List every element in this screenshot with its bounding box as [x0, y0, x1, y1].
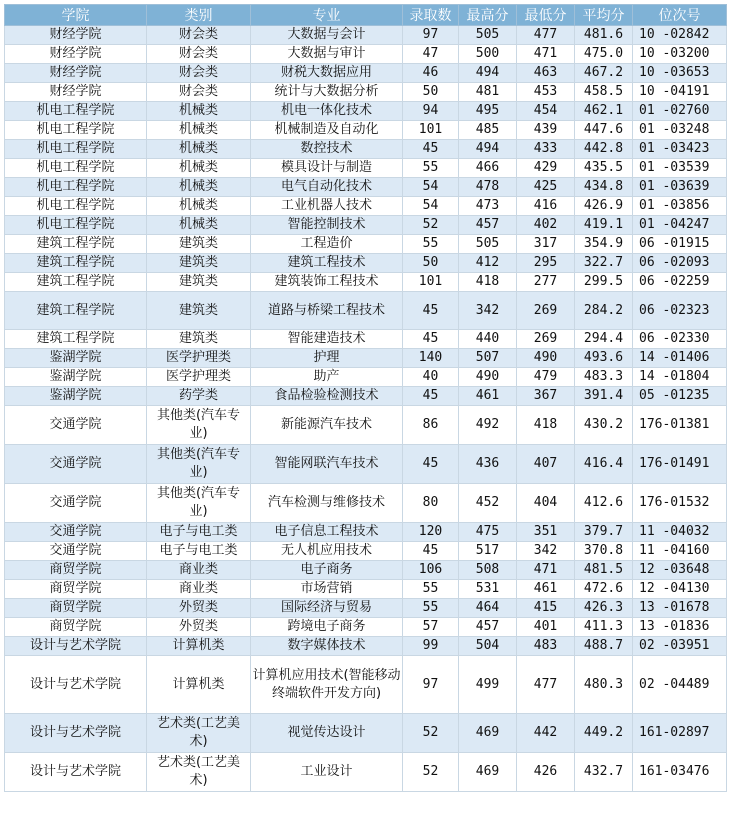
- cell-major: 机电一体化技术: [251, 102, 403, 121]
- cell-category: 财会类: [147, 83, 251, 102]
- cell-college: 机电工程学院: [5, 216, 147, 235]
- cell-enrolled: 106: [403, 561, 459, 580]
- table-row: [5, 656, 727, 714]
- cell-avg-score: 442.8: [575, 140, 633, 159]
- table-header-row: [5, 5, 727, 26]
- cell-college: 建筑工程学院: [5, 254, 147, 273]
- cell-enrolled: 97: [403, 26, 459, 45]
- cell-avg-score: 467.2: [575, 64, 633, 83]
- cell-enrolled: 46: [403, 64, 459, 83]
- cell-major: 电气自动化技术: [251, 178, 403, 197]
- table-row: [5, 64, 727, 83]
- cell-major: 数控技术: [251, 140, 403, 159]
- cell-rank: 14 -01406: [633, 349, 727, 368]
- cell-category: 其他类(汽车专业): [147, 484, 251, 523]
- cell-major: 护理: [251, 349, 403, 368]
- cell-category: 建筑类: [147, 254, 251, 273]
- cell-min-score: 490: [517, 349, 575, 368]
- cell-category: 建筑类: [147, 235, 251, 254]
- cell-major: 市场营销: [251, 580, 403, 599]
- cell-avg-score: 322.7: [575, 254, 633, 273]
- cell-major: 建筑工程技术: [251, 254, 403, 273]
- col-header-min-score: 最低分: [517, 5, 575, 26]
- cell-major: 汽车检测与维修技术: [251, 484, 403, 523]
- cell-college: 机电工程学院: [5, 102, 147, 121]
- cell-college: 设计与艺术学院: [5, 753, 147, 792]
- cell-min-score: 439: [517, 121, 575, 140]
- cell-enrolled: 45: [403, 292, 459, 330]
- cell-category: 商业类: [147, 580, 251, 599]
- cell-rank: 10 -02842: [633, 26, 727, 45]
- cell-major: 智能控制技术: [251, 216, 403, 235]
- cell-major: 道路与桥梁工程技术: [251, 292, 403, 330]
- cell-major: 助产: [251, 368, 403, 387]
- cell-min-score: 477: [517, 26, 575, 45]
- cell-category: 机械类: [147, 140, 251, 159]
- cell-max-score: 500: [459, 45, 517, 64]
- cell-max-score: 495: [459, 102, 517, 121]
- cell-enrolled: 55: [403, 599, 459, 618]
- table-row: [5, 26, 727, 45]
- col-header-avg-score: 平均分: [575, 5, 633, 26]
- cell-max-score: 492: [459, 406, 517, 445]
- cell-enrolled: 54: [403, 197, 459, 216]
- cell-enrolled: 101: [403, 273, 459, 292]
- cell-category: 艺术类(工艺美术): [147, 714, 251, 753]
- table-row: [5, 387, 727, 406]
- cell-rank: 13 -01836: [633, 618, 727, 637]
- cell-college: 机电工程学院: [5, 159, 147, 178]
- cell-avg-score: 481.6: [575, 26, 633, 45]
- cell-avg-score: 493.6: [575, 349, 633, 368]
- table-row: [5, 523, 727, 542]
- cell-max-score: 469: [459, 714, 517, 753]
- table-row: [5, 102, 727, 121]
- cell-major: 工业机器人技术: [251, 197, 403, 216]
- cell-avg-score: 411.3: [575, 618, 633, 637]
- cell-college: 鉴湖学院: [5, 368, 147, 387]
- cell-max-score: 494: [459, 64, 517, 83]
- cell-rank: 11 -04160: [633, 542, 727, 561]
- cell-rank: 06 -01915: [633, 235, 727, 254]
- cell-category: 财会类: [147, 64, 251, 83]
- cell-college: 财经学院: [5, 83, 147, 102]
- cell-min-score: 277: [517, 273, 575, 292]
- cell-college: 商贸学院: [5, 561, 147, 580]
- cell-min-score: 429: [517, 159, 575, 178]
- cell-max-score: 494: [459, 140, 517, 159]
- cell-college: 设计与艺术学院: [5, 637, 147, 656]
- cell-category: 外贸类: [147, 599, 251, 618]
- cell-min-score: 471: [517, 561, 575, 580]
- cell-max-score: 485: [459, 121, 517, 140]
- cell-college: 商贸学院: [5, 599, 147, 618]
- cell-max-score: 469: [459, 753, 517, 792]
- cell-major: 国际经济与贸易: [251, 599, 403, 618]
- cell-max-score: 507: [459, 349, 517, 368]
- cell-rank: 161-03476: [633, 753, 727, 792]
- cell-category: 电子与电工类: [147, 542, 251, 561]
- cell-enrolled: 52: [403, 216, 459, 235]
- cell-college: 鉴湖学院: [5, 387, 147, 406]
- table-row: [5, 45, 727, 64]
- cell-avg-score: 480.3: [575, 656, 633, 714]
- table-row: [5, 159, 727, 178]
- col-header-max-score: 最高分: [459, 5, 517, 26]
- cell-category: 计算机类: [147, 656, 251, 714]
- cell-rank: 02 -03951: [633, 637, 727, 656]
- cell-major: 食品检验检测技术: [251, 387, 403, 406]
- cell-rank: 02 -04489: [633, 656, 727, 714]
- cell-enrolled: 52: [403, 714, 459, 753]
- cell-major: 模具设计与制造: [251, 159, 403, 178]
- cell-major: 机械制造及自动化: [251, 121, 403, 140]
- cell-avg-score: 458.5: [575, 83, 633, 102]
- cell-avg-score: 416.4: [575, 445, 633, 484]
- cell-enrolled: 120: [403, 523, 459, 542]
- cell-avg-score: 488.7: [575, 637, 633, 656]
- cell-category: 药学类: [147, 387, 251, 406]
- cell-avg-score: 419.1: [575, 216, 633, 235]
- cell-rank: 10 -03653: [633, 64, 727, 83]
- cell-rank: 176-01532: [633, 484, 727, 523]
- cell-min-score: 367: [517, 387, 575, 406]
- cell-rank: 01 -03856: [633, 197, 727, 216]
- cell-college: 交通学院: [5, 523, 147, 542]
- cell-rank: 14 -01804: [633, 368, 727, 387]
- cell-college: 设计与艺术学院: [5, 714, 147, 753]
- cell-max-score: 475: [459, 523, 517, 542]
- cell-avg-score: 481.5: [575, 561, 633, 580]
- cell-avg-score: 475.0: [575, 45, 633, 64]
- cell-college: 交通学院: [5, 406, 147, 445]
- cell-min-score: 433: [517, 140, 575, 159]
- cell-max-score: 440: [459, 330, 517, 349]
- cell-major: 无人机应用技术: [251, 542, 403, 561]
- cell-college: 鉴湖学院: [5, 349, 147, 368]
- cell-category: 机械类: [147, 121, 251, 140]
- table-row: [5, 254, 727, 273]
- cell-max-score: 464: [459, 599, 517, 618]
- cell-enrolled: 50: [403, 254, 459, 273]
- cell-min-score: 269: [517, 292, 575, 330]
- cell-min-score: 426: [517, 753, 575, 792]
- cell-max-score: 452: [459, 484, 517, 523]
- cell-enrolled: 101: [403, 121, 459, 140]
- cell-rank: 176-01491: [633, 445, 727, 484]
- cell-max-score: 412: [459, 254, 517, 273]
- cell-rank: 10 -04191: [633, 83, 727, 102]
- table-row: [5, 235, 727, 254]
- table-row: [5, 140, 727, 159]
- cell-rank: 01 -03248: [633, 121, 727, 140]
- cell-major: 智能建造技术: [251, 330, 403, 349]
- col-header-major: 专业: [251, 5, 403, 26]
- cell-college: 交通学院: [5, 542, 147, 561]
- cell-min-score: 425: [517, 178, 575, 197]
- table-row: [5, 349, 727, 368]
- cell-college: 设计与艺术学院: [5, 656, 147, 714]
- cell-min-score: 453: [517, 83, 575, 102]
- col-header-college: 学院: [5, 5, 147, 26]
- cell-avg-score: 299.5: [575, 273, 633, 292]
- table-row: [5, 330, 727, 349]
- cell-rank: 06 -02093: [633, 254, 727, 273]
- cell-category: 机械类: [147, 102, 251, 121]
- cell-avg-score: 483.3: [575, 368, 633, 387]
- cell-enrolled: 97: [403, 656, 459, 714]
- cell-category: 财会类: [147, 45, 251, 64]
- cell-min-score: 471: [517, 45, 575, 64]
- cell-major: 新能源汽车技术: [251, 406, 403, 445]
- cell-max-score: 499: [459, 656, 517, 714]
- cell-college: 建筑工程学院: [5, 235, 147, 254]
- cell-major: 建筑装饰工程技术: [251, 273, 403, 292]
- cell-avg-score: 462.1: [575, 102, 633, 121]
- cell-avg-score: 432.7: [575, 753, 633, 792]
- cell-min-score: 479: [517, 368, 575, 387]
- cell-enrolled: 57: [403, 618, 459, 637]
- cell-college: 交通学院: [5, 445, 147, 484]
- cell-major: 数字媒体技术: [251, 637, 403, 656]
- cell-college: 财经学院: [5, 26, 147, 45]
- cell-max-score: 478: [459, 178, 517, 197]
- cell-avg-score: 434.8: [575, 178, 633, 197]
- cell-category: 机械类: [147, 178, 251, 197]
- cell-rank: 01 -04247: [633, 216, 727, 235]
- table-row: [5, 542, 727, 561]
- cell-enrolled: 80: [403, 484, 459, 523]
- cell-category: 机械类: [147, 216, 251, 235]
- cell-min-score: 461: [517, 580, 575, 599]
- cell-rank: 06 -02330: [633, 330, 727, 349]
- cell-min-score: 416: [517, 197, 575, 216]
- table-row: [5, 197, 727, 216]
- cell-rank: 161-02897: [633, 714, 727, 753]
- cell-category: 商业类: [147, 561, 251, 580]
- table-row: [5, 121, 727, 140]
- cell-max-score: 505: [459, 235, 517, 254]
- cell-rank: 01 -03639: [633, 178, 727, 197]
- cell-college: 商贸学院: [5, 580, 147, 599]
- cell-min-score: 269: [517, 330, 575, 349]
- cell-enrolled: 54: [403, 178, 459, 197]
- cell-rank: 01 -03539: [633, 159, 727, 178]
- cell-college: 财经学院: [5, 45, 147, 64]
- cell-max-score: 505: [459, 26, 517, 45]
- cell-rank: 13 -01678: [633, 599, 727, 618]
- cell-category: 外贸类: [147, 618, 251, 637]
- cell-college: 建筑工程学院: [5, 292, 147, 330]
- cell-avg-score: 472.6: [575, 580, 633, 599]
- cell-college: 机电工程学院: [5, 197, 147, 216]
- cell-min-score: 407: [517, 445, 575, 484]
- cell-avg-score: 412.6: [575, 484, 633, 523]
- cell-min-score: 418: [517, 406, 575, 445]
- cell-rank: 01 -02760: [633, 102, 727, 121]
- cell-category: 电子与电工类: [147, 523, 251, 542]
- cell-rank: 12 -03648: [633, 561, 727, 580]
- table-row: [5, 406, 727, 445]
- cell-major: 计算机应用技术(智能移动终端软件开发方向): [251, 656, 403, 714]
- cell-avg-score: 354.9: [575, 235, 633, 254]
- cell-min-score: 317: [517, 235, 575, 254]
- table-row: [5, 580, 727, 599]
- cell-avg-score: 426.3: [575, 599, 633, 618]
- cell-enrolled: 55: [403, 235, 459, 254]
- cell-rank: 10 -03200: [633, 45, 727, 64]
- table-row: [5, 292, 727, 330]
- cell-college: 交通学院: [5, 484, 147, 523]
- table-row: [5, 714, 727, 753]
- table-row: [5, 561, 727, 580]
- cell-min-score: 442: [517, 714, 575, 753]
- cell-rank: 12 -04130: [633, 580, 727, 599]
- cell-min-score: 401: [517, 618, 575, 637]
- cell-category: 医学护理类: [147, 368, 251, 387]
- admission-score-table: [4, 4, 727, 792]
- cell-major: 工程造价: [251, 235, 403, 254]
- cell-rank: 11 -04032: [633, 523, 727, 542]
- cell-enrolled: 45: [403, 387, 459, 406]
- cell-max-score: 508: [459, 561, 517, 580]
- cell-college: 建筑工程学院: [5, 330, 147, 349]
- cell-enrolled: 52: [403, 753, 459, 792]
- table-row: [5, 753, 727, 792]
- cell-college: 商贸学院: [5, 618, 147, 637]
- cell-college: 建筑工程学院: [5, 273, 147, 292]
- cell-max-score: 418: [459, 273, 517, 292]
- cell-avg-score: 294.4: [575, 330, 633, 349]
- cell-category: 其他类(汽车专业): [147, 406, 251, 445]
- cell-min-score: 342: [517, 542, 575, 561]
- cell-major: 财税大数据应用: [251, 64, 403, 83]
- cell-rank: 05 -01235: [633, 387, 727, 406]
- cell-major: 电子商务: [251, 561, 403, 580]
- cell-min-score: 402: [517, 216, 575, 235]
- cell-max-score: 490: [459, 368, 517, 387]
- cell-max-score: 457: [459, 618, 517, 637]
- cell-college: 机电工程学院: [5, 178, 147, 197]
- table-row: [5, 484, 727, 523]
- cell-max-score: 436: [459, 445, 517, 484]
- cell-category: 机械类: [147, 197, 251, 216]
- cell-min-score: 483: [517, 637, 575, 656]
- table-row: [5, 178, 727, 197]
- cell-avg-score: 284.2: [575, 292, 633, 330]
- cell-category: 机械类: [147, 159, 251, 178]
- cell-major: 大数据与会计: [251, 26, 403, 45]
- cell-major: 视觉传达设计: [251, 714, 403, 753]
- cell-major: 大数据与审计: [251, 45, 403, 64]
- col-header-enrolled: 录取数: [403, 5, 459, 26]
- cell-avg-score: 449.2: [575, 714, 633, 753]
- cell-max-score: 473: [459, 197, 517, 216]
- cell-enrolled: 99: [403, 637, 459, 656]
- cell-major: 统计与大数据分析: [251, 83, 403, 102]
- cell-rank: 06 -02259: [633, 273, 727, 292]
- cell-min-score: 404: [517, 484, 575, 523]
- cell-enrolled: 140: [403, 349, 459, 368]
- table-row: [5, 216, 727, 235]
- cell-category: 建筑类: [147, 273, 251, 292]
- table-row: [5, 618, 727, 637]
- cell-min-score: 295: [517, 254, 575, 273]
- cell-avg-score: 391.4: [575, 387, 633, 406]
- table-row: [5, 368, 727, 387]
- cell-major: 工业设计: [251, 753, 403, 792]
- cell-enrolled: 45: [403, 542, 459, 561]
- cell-enrolled: 40: [403, 368, 459, 387]
- cell-category: 医学护理类: [147, 349, 251, 368]
- col-header-rank: 位次号: [633, 5, 727, 26]
- cell-rank: 176-01381: [633, 406, 727, 445]
- cell-avg-score: 430.2: [575, 406, 633, 445]
- cell-enrolled: 55: [403, 580, 459, 599]
- cell-max-score: 531: [459, 580, 517, 599]
- table-row: [5, 599, 727, 618]
- table-row: [5, 445, 727, 484]
- cell-avg-score: 426.9: [575, 197, 633, 216]
- cell-category: 建筑类: [147, 292, 251, 330]
- cell-enrolled: 45: [403, 140, 459, 159]
- cell-enrolled: 47: [403, 45, 459, 64]
- cell-college: 机电工程学院: [5, 140, 147, 159]
- cell-category: 建筑类: [147, 330, 251, 349]
- cell-avg-score: 447.6: [575, 121, 633, 140]
- cell-enrolled: 45: [403, 445, 459, 484]
- cell-max-score: 461: [459, 387, 517, 406]
- cell-min-score: 415: [517, 599, 575, 618]
- cell-enrolled: 55: [403, 159, 459, 178]
- cell-major: 智能网联汽车技术: [251, 445, 403, 484]
- table-row: [5, 637, 727, 656]
- table-row: [5, 83, 727, 102]
- cell-avg-score: 370.8: [575, 542, 633, 561]
- cell-min-score: 454: [517, 102, 575, 121]
- cell-min-score: 477: [517, 656, 575, 714]
- cell-major: 电子信息工程技术: [251, 523, 403, 542]
- cell-min-score: 463: [517, 64, 575, 83]
- cell-max-score: 342: [459, 292, 517, 330]
- cell-major: 跨境电子商务: [251, 618, 403, 637]
- cell-enrolled: 45: [403, 330, 459, 349]
- col-header-category: 类别: [147, 5, 251, 26]
- cell-rank: 06 -02323: [633, 292, 727, 330]
- cell-enrolled: 86: [403, 406, 459, 445]
- cell-max-score: 466: [459, 159, 517, 178]
- cell-max-score: 457: [459, 216, 517, 235]
- cell-college: 机电工程学院: [5, 121, 147, 140]
- cell-min-score: 351: [517, 523, 575, 542]
- cell-max-score: 481: [459, 83, 517, 102]
- cell-category: 艺术类(工艺美术): [147, 753, 251, 792]
- cell-category: 其他类(汽车专业): [147, 445, 251, 484]
- cell-avg-score: 435.5: [575, 159, 633, 178]
- cell-enrolled: 94: [403, 102, 459, 121]
- cell-enrolled: 50: [403, 83, 459, 102]
- cell-college: 财经学院: [5, 64, 147, 83]
- table-row: [5, 273, 727, 292]
- cell-category: 财会类: [147, 26, 251, 45]
- cell-category: 计算机类: [147, 637, 251, 656]
- cell-rank: 01 -03423: [633, 140, 727, 159]
- cell-avg-score: 379.7: [575, 523, 633, 542]
- cell-max-score: 517: [459, 542, 517, 561]
- cell-max-score: 504: [459, 637, 517, 656]
